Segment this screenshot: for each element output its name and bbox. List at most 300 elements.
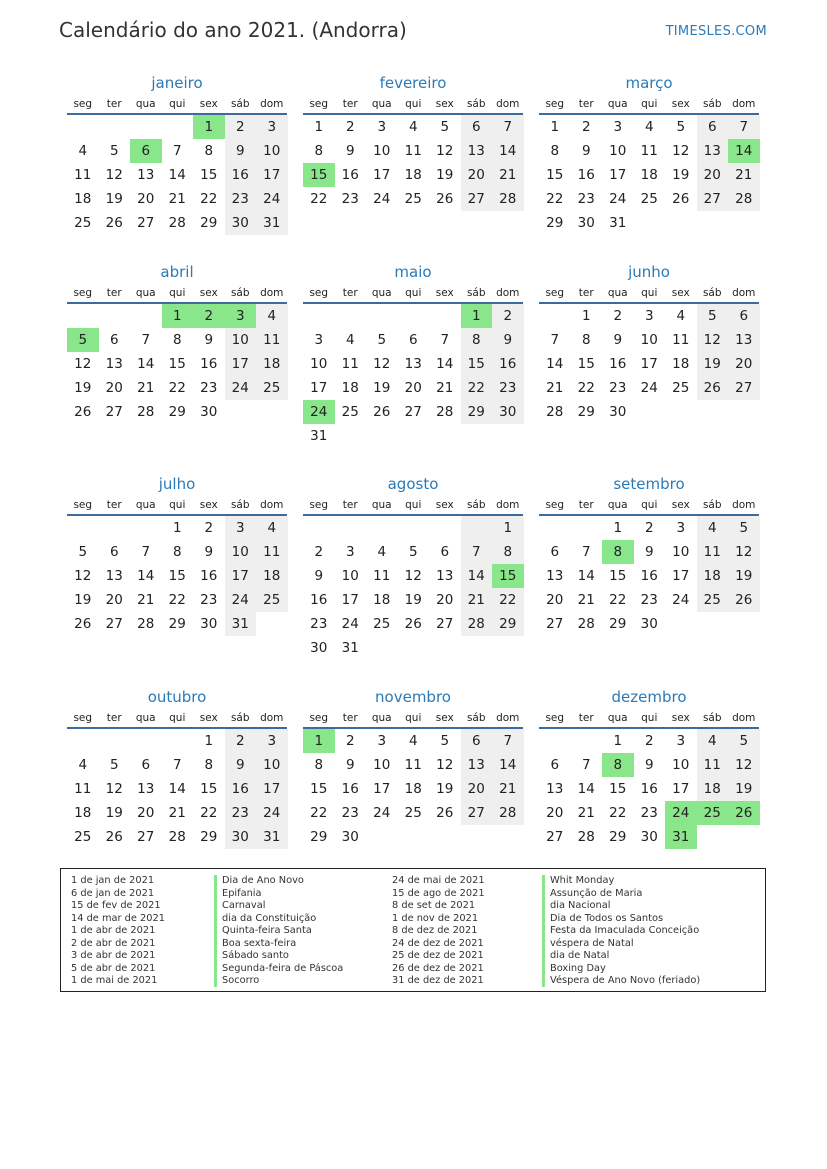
day-cell: 18 <box>74 805 92 821</box>
day-cell: 18 <box>672 356 690 372</box>
day-cell: 13 <box>105 568 123 584</box>
day-cell: 14 <box>168 167 186 183</box>
weekday-header <box>539 709 759 727</box>
empty-cell <box>67 729 99 753</box>
weekday-label: qui <box>169 712 186 724</box>
weekday-label: dom <box>732 287 756 299</box>
day-cell: 29 <box>168 616 186 632</box>
legend-marker <box>542 875 545 987</box>
empty-cell <box>728 612 760 636</box>
empty-cell <box>665 400 697 424</box>
month-name: junho <box>628 263 670 281</box>
day-cell: 18 <box>256 564 288 588</box>
empty-cell <box>429 424 461 448</box>
day-cell: 29 <box>577 404 595 420</box>
empty-cell <box>429 304 461 328</box>
day-cell: 21 <box>436 380 454 396</box>
day-cell: 6 <box>550 757 560 773</box>
day-cell: 8 <box>581 332 591 348</box>
day-cell: 1 <box>550 119 560 135</box>
weekday-header <box>539 284 759 302</box>
legend-holiday-name: Socorro <box>222 975 260 986</box>
day-cell: 23 <box>200 380 218 396</box>
day-cell: 5 <box>377 332 387 348</box>
weekday-header <box>303 709 523 727</box>
holiday-day-cell: 6 <box>130 139 162 163</box>
weekday-label: dom <box>732 712 756 724</box>
day-cell: 10 <box>310 356 328 372</box>
day-cell: 1 <box>492 516 524 540</box>
weekday-label: sáb <box>230 98 250 110</box>
day-cell: 11 <box>640 143 658 159</box>
day-cell: 23 <box>200 592 218 608</box>
day-cell: 10 <box>640 332 658 348</box>
day-cell: 22 <box>609 592 627 608</box>
day-cell: 20 <box>546 805 564 821</box>
empty-cell <box>665 211 697 235</box>
day-cell: 13 <box>436 568 454 584</box>
legend-holiday-name: Véspera de Ano Novo (feriado) <box>550 975 701 986</box>
day-cell: 1 <box>314 119 324 135</box>
holiday-day-cell: 1 <box>461 304 493 328</box>
holiday-day-cell: 1 <box>193 115 225 139</box>
day-cell: 4 <box>676 308 686 324</box>
empty-cell <box>256 612 288 636</box>
day-cell: 10 <box>609 143 627 159</box>
day-cell: 23 <box>341 191 359 207</box>
day-cell: 7 <box>492 729 524 753</box>
day-cell: 3 <box>256 115 288 139</box>
legend-date: 2 de abr de 2021 <box>71 937 156 949</box>
day-cell: 10 <box>225 328 257 352</box>
weekday-label: qui <box>405 287 422 299</box>
day-cell: 3 <box>377 733 387 749</box>
weekday-label: sex <box>435 712 454 724</box>
day-cell: 30 <box>310 640 328 656</box>
day-cell: 22 <box>200 191 218 207</box>
weekday-label: sex <box>199 287 218 299</box>
day-cell: 4 <box>697 516 729 540</box>
day-cell: 19 <box>373 380 391 396</box>
day-cell: 12 <box>672 143 690 159</box>
weekday-label: sáb <box>702 712 722 724</box>
day-cell: 22 <box>200 805 218 821</box>
empty-cell <box>398 825 430 849</box>
days-grid <box>67 304 287 424</box>
day-cell: 31 <box>341 640 359 656</box>
day-cell: 3 <box>256 729 288 753</box>
day-cell: 2 <box>492 304 524 328</box>
day-cell: 15 <box>168 356 186 372</box>
weekday-label: sáb <box>466 499 486 511</box>
day-cell: 3 <box>676 733 686 749</box>
legend-holiday-name: Whit Monday <box>550 875 615 886</box>
empty-cell <box>492 424 524 448</box>
day-cell: 11 <box>404 143 422 159</box>
day-cell: 22 <box>609 805 627 821</box>
day-cell: 17 <box>672 781 690 797</box>
day-cell: 5 <box>728 516 760 540</box>
weekday-label: qua <box>135 499 156 511</box>
day-cell: 6 <box>550 544 560 560</box>
legend-date: 26 de dez de 2021 <box>392 962 484 974</box>
day-cell: 27 <box>404 404 422 420</box>
legend-date: 8 de set de 2021 <box>392 900 476 911</box>
weekday-label: qua <box>135 98 156 110</box>
legend-date: 1 de abr de 2021 <box>71 925 156 936</box>
day-cell: 24 <box>256 801 288 825</box>
day-cell: 27 <box>546 829 564 845</box>
day-cell: 20 <box>105 592 123 608</box>
day-cell: 21 <box>168 191 186 207</box>
weekday-label: sex <box>435 499 454 511</box>
day-cell: 12 <box>74 356 92 372</box>
day-cell: 10 <box>341 568 359 584</box>
day-cell: 22 <box>546 191 564 207</box>
empty-cell <box>162 729 194 753</box>
day-cell: 5 <box>697 304 729 328</box>
day-cell: 20 <box>137 191 155 207</box>
month-name: outubro <box>147 688 207 706</box>
day-cell: 20 <box>137 805 155 821</box>
day-cell: 18 <box>404 781 422 797</box>
day-cell: 9 <box>345 143 355 159</box>
empty-cell <box>634 211 666 235</box>
legend-holiday-name: Segunda-feira de Páscoa <box>222 962 344 974</box>
day-cell: 10 <box>256 753 288 777</box>
day-cell: 20 <box>546 592 564 608</box>
day-cell: 18 <box>697 777 729 801</box>
day-cell: 22 <box>168 592 186 608</box>
day-cell: 28 <box>577 829 595 845</box>
weekday-label: qua <box>607 98 628 110</box>
holiday-day-cell: 5 <box>67 328 99 352</box>
holiday-day-cell: 24 <box>665 801 697 825</box>
day-cell: 28 <box>492 187 524 211</box>
day-cell: 2 <box>345 733 355 749</box>
weekday-label: dom <box>496 712 520 724</box>
empty-cell <box>697 825 729 849</box>
holiday-day-cell: 15 <box>492 564 524 588</box>
weekday-label: sex <box>435 287 454 299</box>
day-cell: 5 <box>109 143 119 159</box>
day-cell: 11 <box>404 757 422 773</box>
day-cell: 11 <box>697 540 729 564</box>
legend-holiday-name: Quinta-feira Santa <box>222 925 312 936</box>
day-cell: 17 <box>373 781 391 797</box>
days-grid <box>67 115 287 235</box>
day-cell: 12 <box>105 781 123 797</box>
day-cell: 25 <box>697 588 729 612</box>
legend-date: 31 de dez de 2021 <box>392 975 484 986</box>
day-cell: 25 <box>74 215 92 231</box>
day-cell: 10 <box>373 757 391 773</box>
day-cell: 28 <box>137 616 155 632</box>
empty-cell <box>67 115 99 139</box>
day-cell: 14 <box>137 356 155 372</box>
day-cell: 3 <box>377 119 387 135</box>
empty-cell <box>634 400 666 424</box>
month-name: dezembro <box>611 688 687 706</box>
days-grid <box>539 516 759 636</box>
legend-date: 6 de jan de 2021 <box>71 887 155 899</box>
day-cell: 22 <box>310 191 328 207</box>
day-cell: 6 <box>141 757 151 773</box>
day-cell: 30 <box>640 616 658 632</box>
day-cell: 21 <box>137 380 155 396</box>
empty-cell <box>398 424 430 448</box>
day-cell: 8 <box>314 757 324 773</box>
day-cell: 17 <box>373 167 391 183</box>
legend-left-dates <box>71 875 165 988</box>
month-name: agosto <box>387 475 439 493</box>
day-cell: 3 <box>314 332 324 348</box>
day-cell: 29 <box>609 616 627 632</box>
days-grid <box>67 729 287 849</box>
weekday-label: qui <box>169 287 186 299</box>
month-name: março <box>625 74 673 92</box>
legend-date: 15 de ago de 2021 <box>392 887 485 899</box>
empty-cell <box>461 424 493 448</box>
brand-link[interactable]: TIMESLES.COM <box>665 24 767 39</box>
day-cell: 25 <box>74 829 92 845</box>
day-cell: 12 <box>436 757 454 773</box>
legend-holiday-name: Assunção de Maria <box>550 887 643 899</box>
day-cell: 9 <box>492 328 524 352</box>
empty-cell <box>130 516 162 540</box>
legend-holiday-name: Boa sexta-feira <box>222 937 297 949</box>
day-cell: 13 <box>461 753 493 777</box>
month-fevereiro <box>303 73 523 211</box>
weekday-label: dom <box>496 499 520 511</box>
day-cell: 17 <box>310 380 328 396</box>
empty-cell <box>366 636 398 660</box>
weekday-label: sáb <box>466 287 486 299</box>
day-cell: 22 <box>461 376 493 400</box>
weekday-label: ter <box>342 287 358 299</box>
day-cell: 20 <box>728 352 760 376</box>
empty-cell <box>539 304 571 328</box>
day-cell: 6 <box>697 115 729 139</box>
empty-cell <box>398 304 430 328</box>
day-cell: 5 <box>109 757 119 773</box>
day-cell: 29 <box>546 215 564 231</box>
legend-date: 24 de mai de 2021 <box>392 875 485 886</box>
day-cell: 6 <box>109 544 119 560</box>
day-cell: 6 <box>728 304 760 328</box>
day-cell: 16 <box>310 592 328 608</box>
day-cell: 11 <box>672 332 690 348</box>
weekday-label: sáb <box>466 712 486 724</box>
weekday-label: sáb <box>230 712 250 724</box>
empty-cell <box>225 400 257 424</box>
month-maio <box>303 262 523 448</box>
day-cell: 1 <box>581 308 591 324</box>
day-cell: 24 <box>341 616 359 632</box>
weekday-label: dom <box>732 499 756 511</box>
day-cell: 18 <box>256 352 288 376</box>
day-cell: 28 <box>577 616 595 632</box>
day-cell: 21 <box>492 163 524 187</box>
weekday-label: sáb <box>702 499 722 511</box>
day-cell: 15 <box>577 356 595 372</box>
weekday-label: ter <box>578 287 594 299</box>
empty-cell <box>697 211 729 235</box>
day-cell: 2 <box>644 520 654 536</box>
days-grid <box>303 516 523 660</box>
weekday-label: dom <box>260 499 284 511</box>
day-cell: 29 <box>461 400 493 424</box>
legend-holiday-name: Carnaval <box>222 900 266 911</box>
day-cell: 23 <box>341 805 359 821</box>
legend-right-names <box>550 875 700 988</box>
day-cell: 24 <box>225 588 257 612</box>
day-cell: 7 <box>141 332 151 348</box>
day-cell: 20 <box>404 380 422 396</box>
empty-cell <box>728 825 760 849</box>
day-cell: 9 <box>581 143 591 159</box>
day-cell: 19 <box>105 191 123 207</box>
day-cell: 15 <box>200 167 218 183</box>
day-cell: 27 <box>546 616 564 632</box>
day-cell: 30 <box>492 400 524 424</box>
day-cell: 13 <box>546 568 564 584</box>
day-cell: 25 <box>640 191 658 207</box>
day-cell: 1 <box>204 733 214 749</box>
empty-cell <box>162 115 194 139</box>
weekday-header <box>303 496 523 514</box>
day-cell: 28 <box>546 404 564 420</box>
day-cell: 13 <box>546 781 564 797</box>
weekday-label: dom <box>260 712 284 724</box>
empty-cell <box>303 516 335 540</box>
day-cell: 2 <box>613 308 623 324</box>
day-cell: 2 <box>581 119 591 135</box>
weekday-label: qua <box>371 712 392 724</box>
day-cell: 16 <box>640 781 658 797</box>
day-cell: 28 <box>137 404 155 420</box>
day-cell: 10 <box>373 143 391 159</box>
day-cell: 15 <box>310 781 328 797</box>
weekday-header <box>67 284 287 302</box>
day-cell: 12 <box>404 568 422 584</box>
day-cell: 14 <box>436 356 454 372</box>
day-cell: 13 <box>105 356 123 372</box>
legend-marker <box>214 875 217 987</box>
day-cell: 14 <box>546 356 564 372</box>
day-cell: 30 <box>577 215 595 231</box>
day-cell: 24 <box>373 191 391 207</box>
legend-holiday-name: Sábado santo <box>222 950 289 961</box>
day-cell: 6 <box>408 332 418 348</box>
day-cell: 1 <box>172 520 182 536</box>
empty-cell <box>67 516 99 540</box>
empty-cell <box>697 400 729 424</box>
empty-cell <box>99 115 131 139</box>
day-cell: 5 <box>408 544 418 560</box>
empty-cell <box>697 612 729 636</box>
day-cell: 4 <box>408 119 418 135</box>
day-cell: 22 <box>492 588 524 612</box>
day-cell: 23 <box>577 191 595 207</box>
day-cell: 17 <box>256 777 288 801</box>
day-cell: 17 <box>256 163 288 187</box>
empty-cell <box>67 304 99 328</box>
day-cell: 19 <box>728 777 760 801</box>
day-cell: 13 <box>728 328 760 352</box>
weekday-label: seg <box>545 712 565 724</box>
day-cell: 2 <box>345 119 355 135</box>
empty-cell <box>665 612 697 636</box>
weekday-label: qua <box>371 287 392 299</box>
day-cell: 6 <box>461 115 493 139</box>
day-cell: 10 <box>256 139 288 163</box>
holiday-day-cell: 1 <box>162 304 194 328</box>
day-cell: 8 <box>172 544 182 560</box>
legend-holiday-name: Dia de Todos os Santos <box>550 912 664 924</box>
weekday-label: ter <box>106 98 122 110</box>
empty-cell <box>335 516 367 540</box>
day-cell: 19 <box>697 352 729 376</box>
empty-cell <box>728 211 760 235</box>
empty-cell <box>335 304 367 328</box>
day-cell: 7 <box>492 115 524 139</box>
legend-right-dates <box>392 875 485 988</box>
weekday-label: qui <box>641 712 658 724</box>
day-cell: 28 <box>461 612 493 636</box>
empty-cell <box>539 729 571 753</box>
day-cell: 25 <box>256 376 288 400</box>
day-cell: 3 <box>644 308 654 324</box>
legend-holiday-name: dia Nacional <box>550 900 611 911</box>
empty-cell <box>539 516 571 540</box>
holiday-day-cell: 2 <box>193 304 225 328</box>
day-cell: 27 <box>105 404 123 420</box>
weekday-header <box>539 95 759 113</box>
day-cell: 29 <box>609 829 627 845</box>
empty-cell <box>461 516 493 540</box>
day-cell: 13 <box>137 781 155 797</box>
weekday-label: seg <box>309 499 329 511</box>
day-cell: 29 <box>168 404 186 420</box>
day-cell: 9 <box>314 568 324 584</box>
weekday-label: qua <box>607 499 628 511</box>
holiday-day-cell: 14 <box>728 139 760 163</box>
day-cell: 10 <box>225 540 257 564</box>
empty-cell <box>99 729 131 753</box>
day-cell: 1 <box>613 520 623 536</box>
empty-cell <box>366 516 398 540</box>
day-cell: 9 <box>345 757 355 773</box>
weekday-label: ter <box>578 98 594 110</box>
legend-left-names <box>222 875 343 988</box>
weekday-label: seg <box>73 98 93 110</box>
day-cell: 12 <box>697 328 729 352</box>
day-cell: 6 <box>109 332 119 348</box>
day-cell: 14 <box>461 564 493 588</box>
day-cell: 28 <box>492 801 524 825</box>
day-cell: 14 <box>577 568 595 584</box>
day-cell: 24 <box>225 376 257 400</box>
month-name: abril <box>160 263 194 281</box>
legend-holiday-name: dia da Constituição <box>222 912 317 924</box>
legend-date: 5 de abr de 2021 <box>71 962 156 974</box>
empty-cell <box>130 304 162 328</box>
weekday-label: seg <box>73 712 93 724</box>
day-cell: 17 <box>225 352 257 376</box>
weekday-label: sex <box>671 287 690 299</box>
empty-cell <box>492 825 524 849</box>
